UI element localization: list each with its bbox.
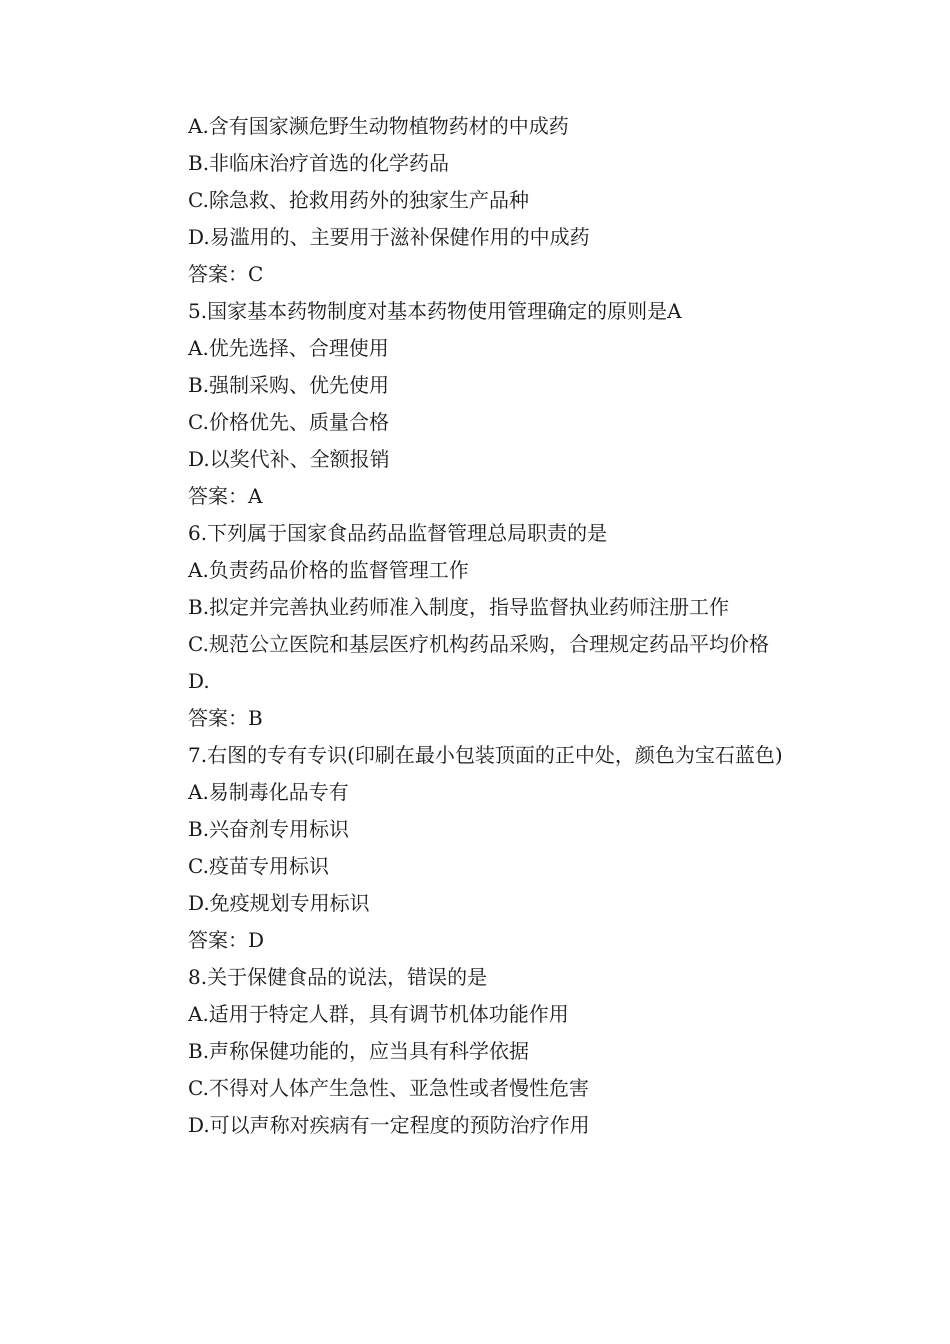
option-line: B.声称保健功能的，应当具有科学依据 [188,1039,530,1063]
answer-line: 答案：B [188,706,263,730]
option-line: C.价格优先、质量合格 [188,410,389,434]
option-line: D.易滥用的、主要用于滋补保健作用的中成药 [188,225,590,249]
option-line: B.兴奋剂专用标识 [188,817,350,841]
option-line: D.以奖代补、全额报销 [188,447,390,471]
option-line: D.免疫规划专用标识 [188,891,370,915]
question-line: 8.关于保健食品的说法，错误的是 [188,965,488,989]
question-line: 6.下列属于国家食品药品监督管理总局职责的是 [188,521,608,545]
answer-line: 答案：A [188,484,263,508]
option-line-wrapped: C.规范公立医院和基层医疗机构药品采购，合理规定药品平均价格 [188,632,769,656]
option-line: A.负责药品价格的监督管理工作 [188,558,469,582]
option-line: C.不得对人体产生急性、亚急性或者慢性危害 [188,1076,589,1100]
question-line: 5.国家基本药物制度对基本药物使用管理确定的原则是A [188,299,682,323]
question-line-wrapped: 7.右图的专有专识(印刷在最小包装顶面的正中处，颜色为宝石蓝色) [188,743,783,767]
option-line: B.拟定并完善执业药师准入制度，指导监督执业药师注册工作 [188,595,730,619]
option-line: D.可以声称对疾病有一定程度的预防治疗作用 [188,1113,590,1137]
option-line: A.适用于特定人群，具有调节机体功能作用 [188,1002,569,1026]
option-line: A.优先选择、合理使用 [188,336,389,360]
option-line: B.强制采购、优先使用 [188,373,390,397]
option-line: A.含有国家濒危野生动物植物药材的中成药 [188,114,569,138]
option-line: C.疫苗专用标识 [188,854,329,878]
option-line: D. [188,669,210,693]
option-line: B.非临床治疗首选的化学药品 [188,151,450,175]
answer-line: 答案：D [188,928,265,952]
document-body [145,108,810,1144]
option-line: C.除急救、抢救用药外的独家生产品种 [188,188,529,212]
answer-line: 答案：C [188,262,264,286]
option-line: A.易制毒化品专有 [188,780,349,804]
